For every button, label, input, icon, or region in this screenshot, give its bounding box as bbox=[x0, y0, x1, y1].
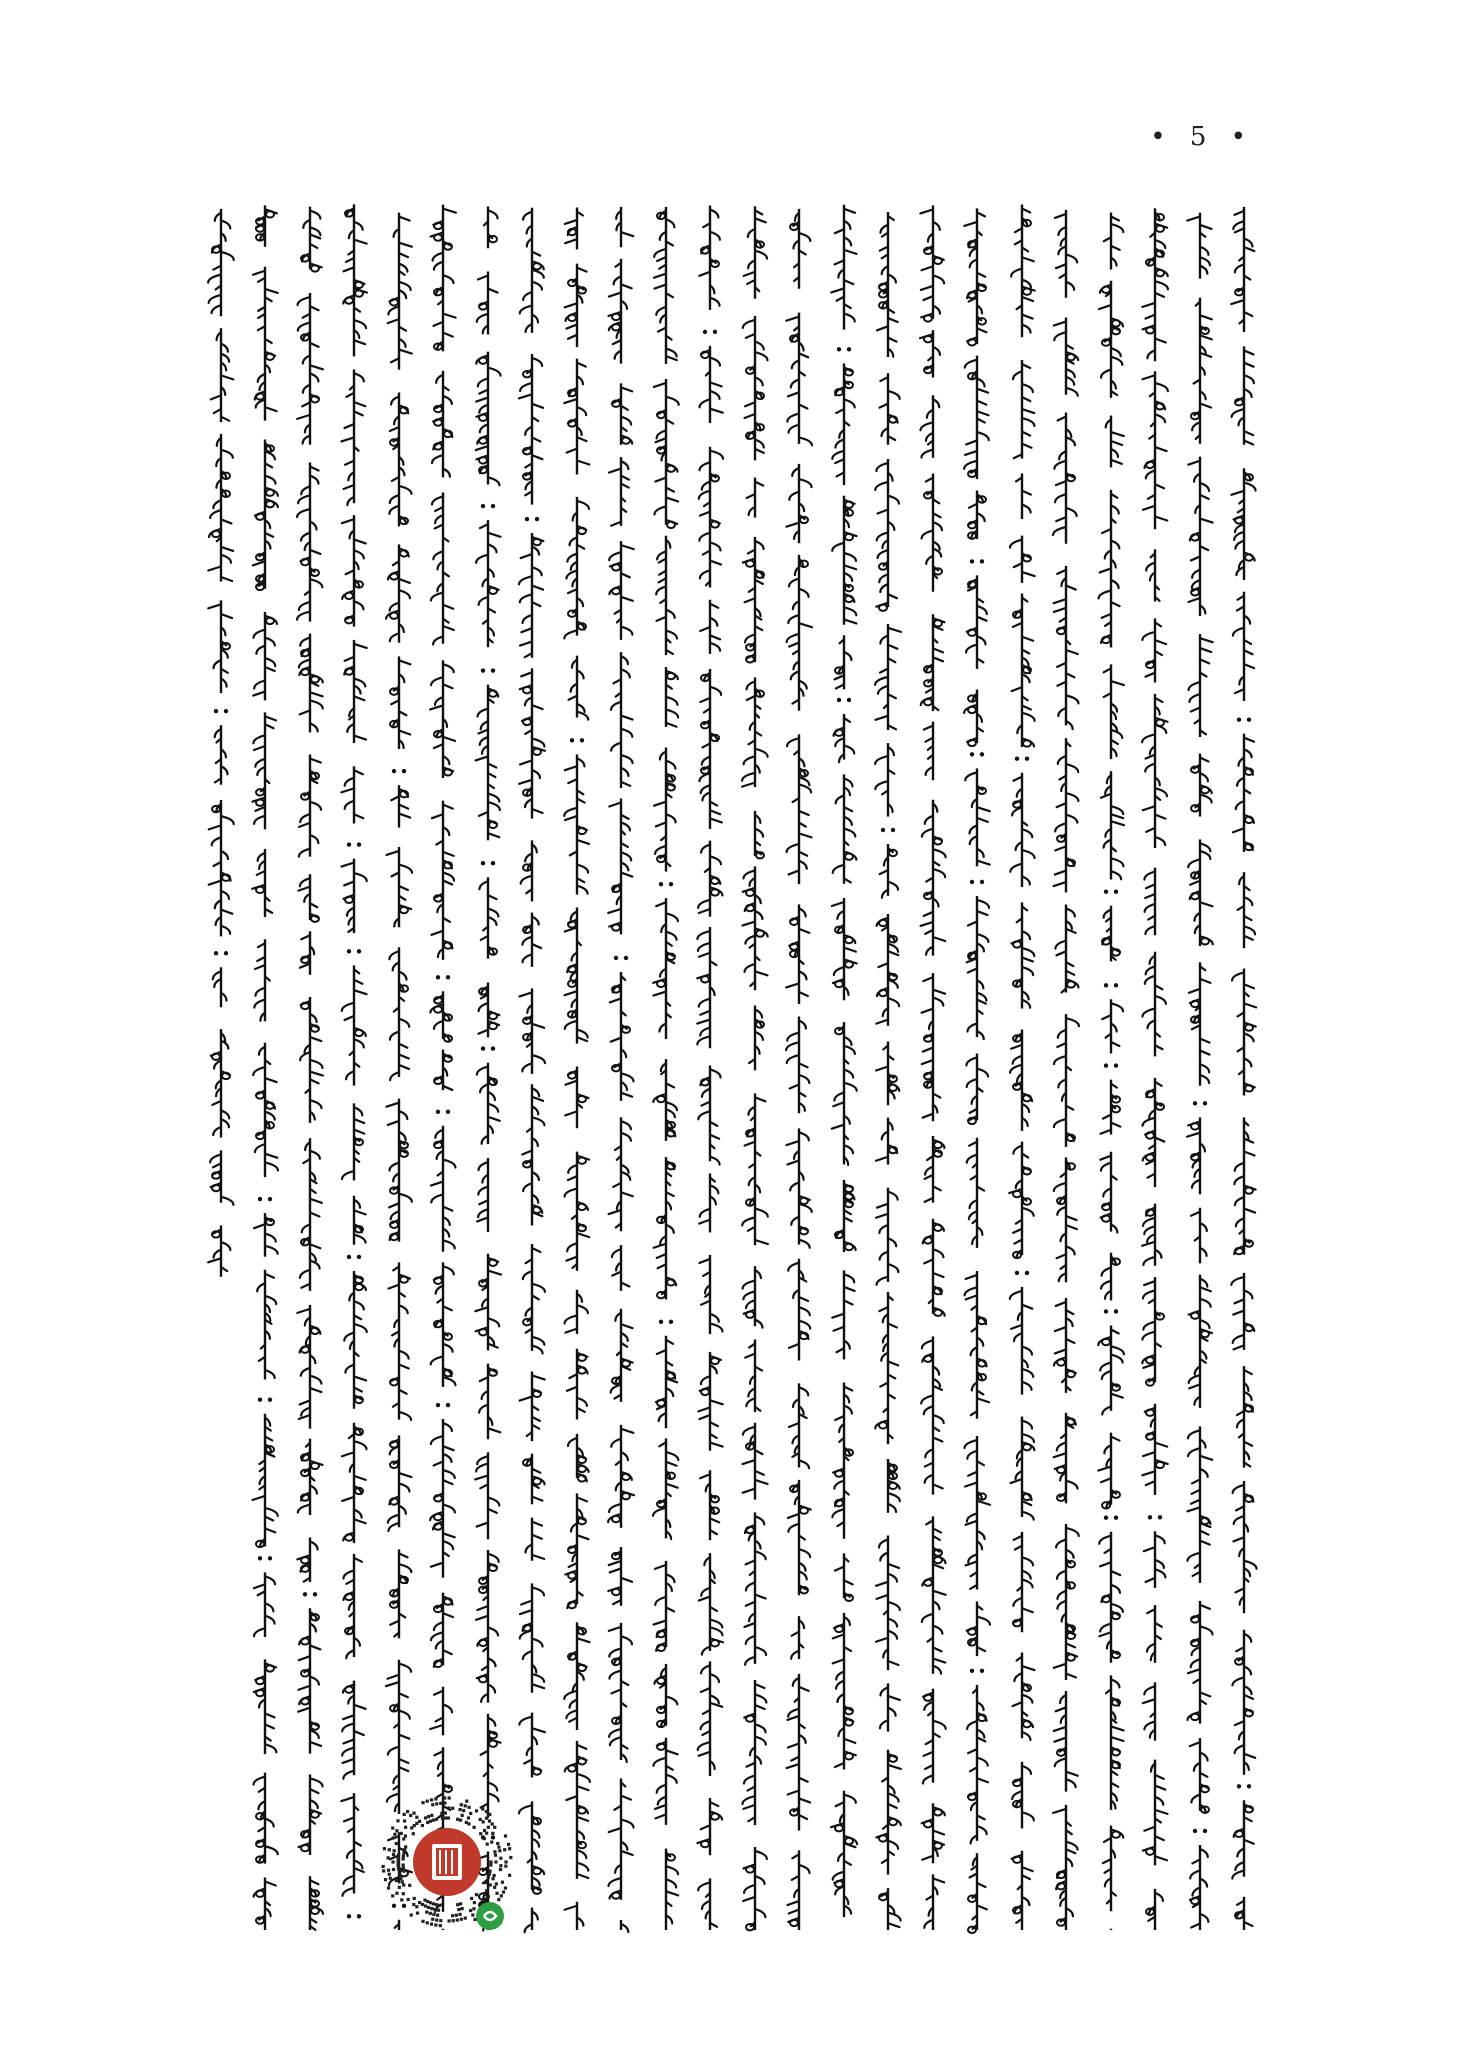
text-column bbox=[561, 198, 593, 1938]
text-column bbox=[694, 198, 726, 1938]
text-column bbox=[516, 198, 548, 1938]
text-column bbox=[472, 198, 504, 1938]
text-column bbox=[828, 198, 860, 1938]
qr-code-graphic bbox=[372, 1790, 522, 1940]
text-column bbox=[338, 198, 370, 1938]
text-column bbox=[872, 198, 904, 1938]
text-column bbox=[961, 198, 993, 1938]
text-column bbox=[917, 198, 949, 1938]
text-column bbox=[249, 198, 281, 1938]
text-column bbox=[1228, 198, 1260, 1938]
text-column bbox=[1050, 198, 1082, 1938]
page-number: • 5 • bbox=[1150, 122, 1254, 152]
text-column bbox=[427, 198, 459, 1938]
mini-program-qr-icon[interactable] bbox=[372, 1790, 522, 1940]
text-column bbox=[294, 198, 326, 1938]
text-column bbox=[205, 198, 237, 1938]
text-column bbox=[1095, 198, 1127, 1938]
text-column bbox=[650, 198, 682, 1938]
text-column bbox=[605, 198, 637, 1938]
text-column bbox=[1006, 198, 1038, 1938]
text-column bbox=[1184, 198, 1216, 1938]
text-column bbox=[1139, 198, 1171, 1938]
text-column bbox=[383, 198, 415, 1938]
text-column bbox=[739, 198, 771, 1938]
text-column bbox=[783, 198, 815, 1938]
mongolian-text-body bbox=[205, 198, 1260, 1938]
